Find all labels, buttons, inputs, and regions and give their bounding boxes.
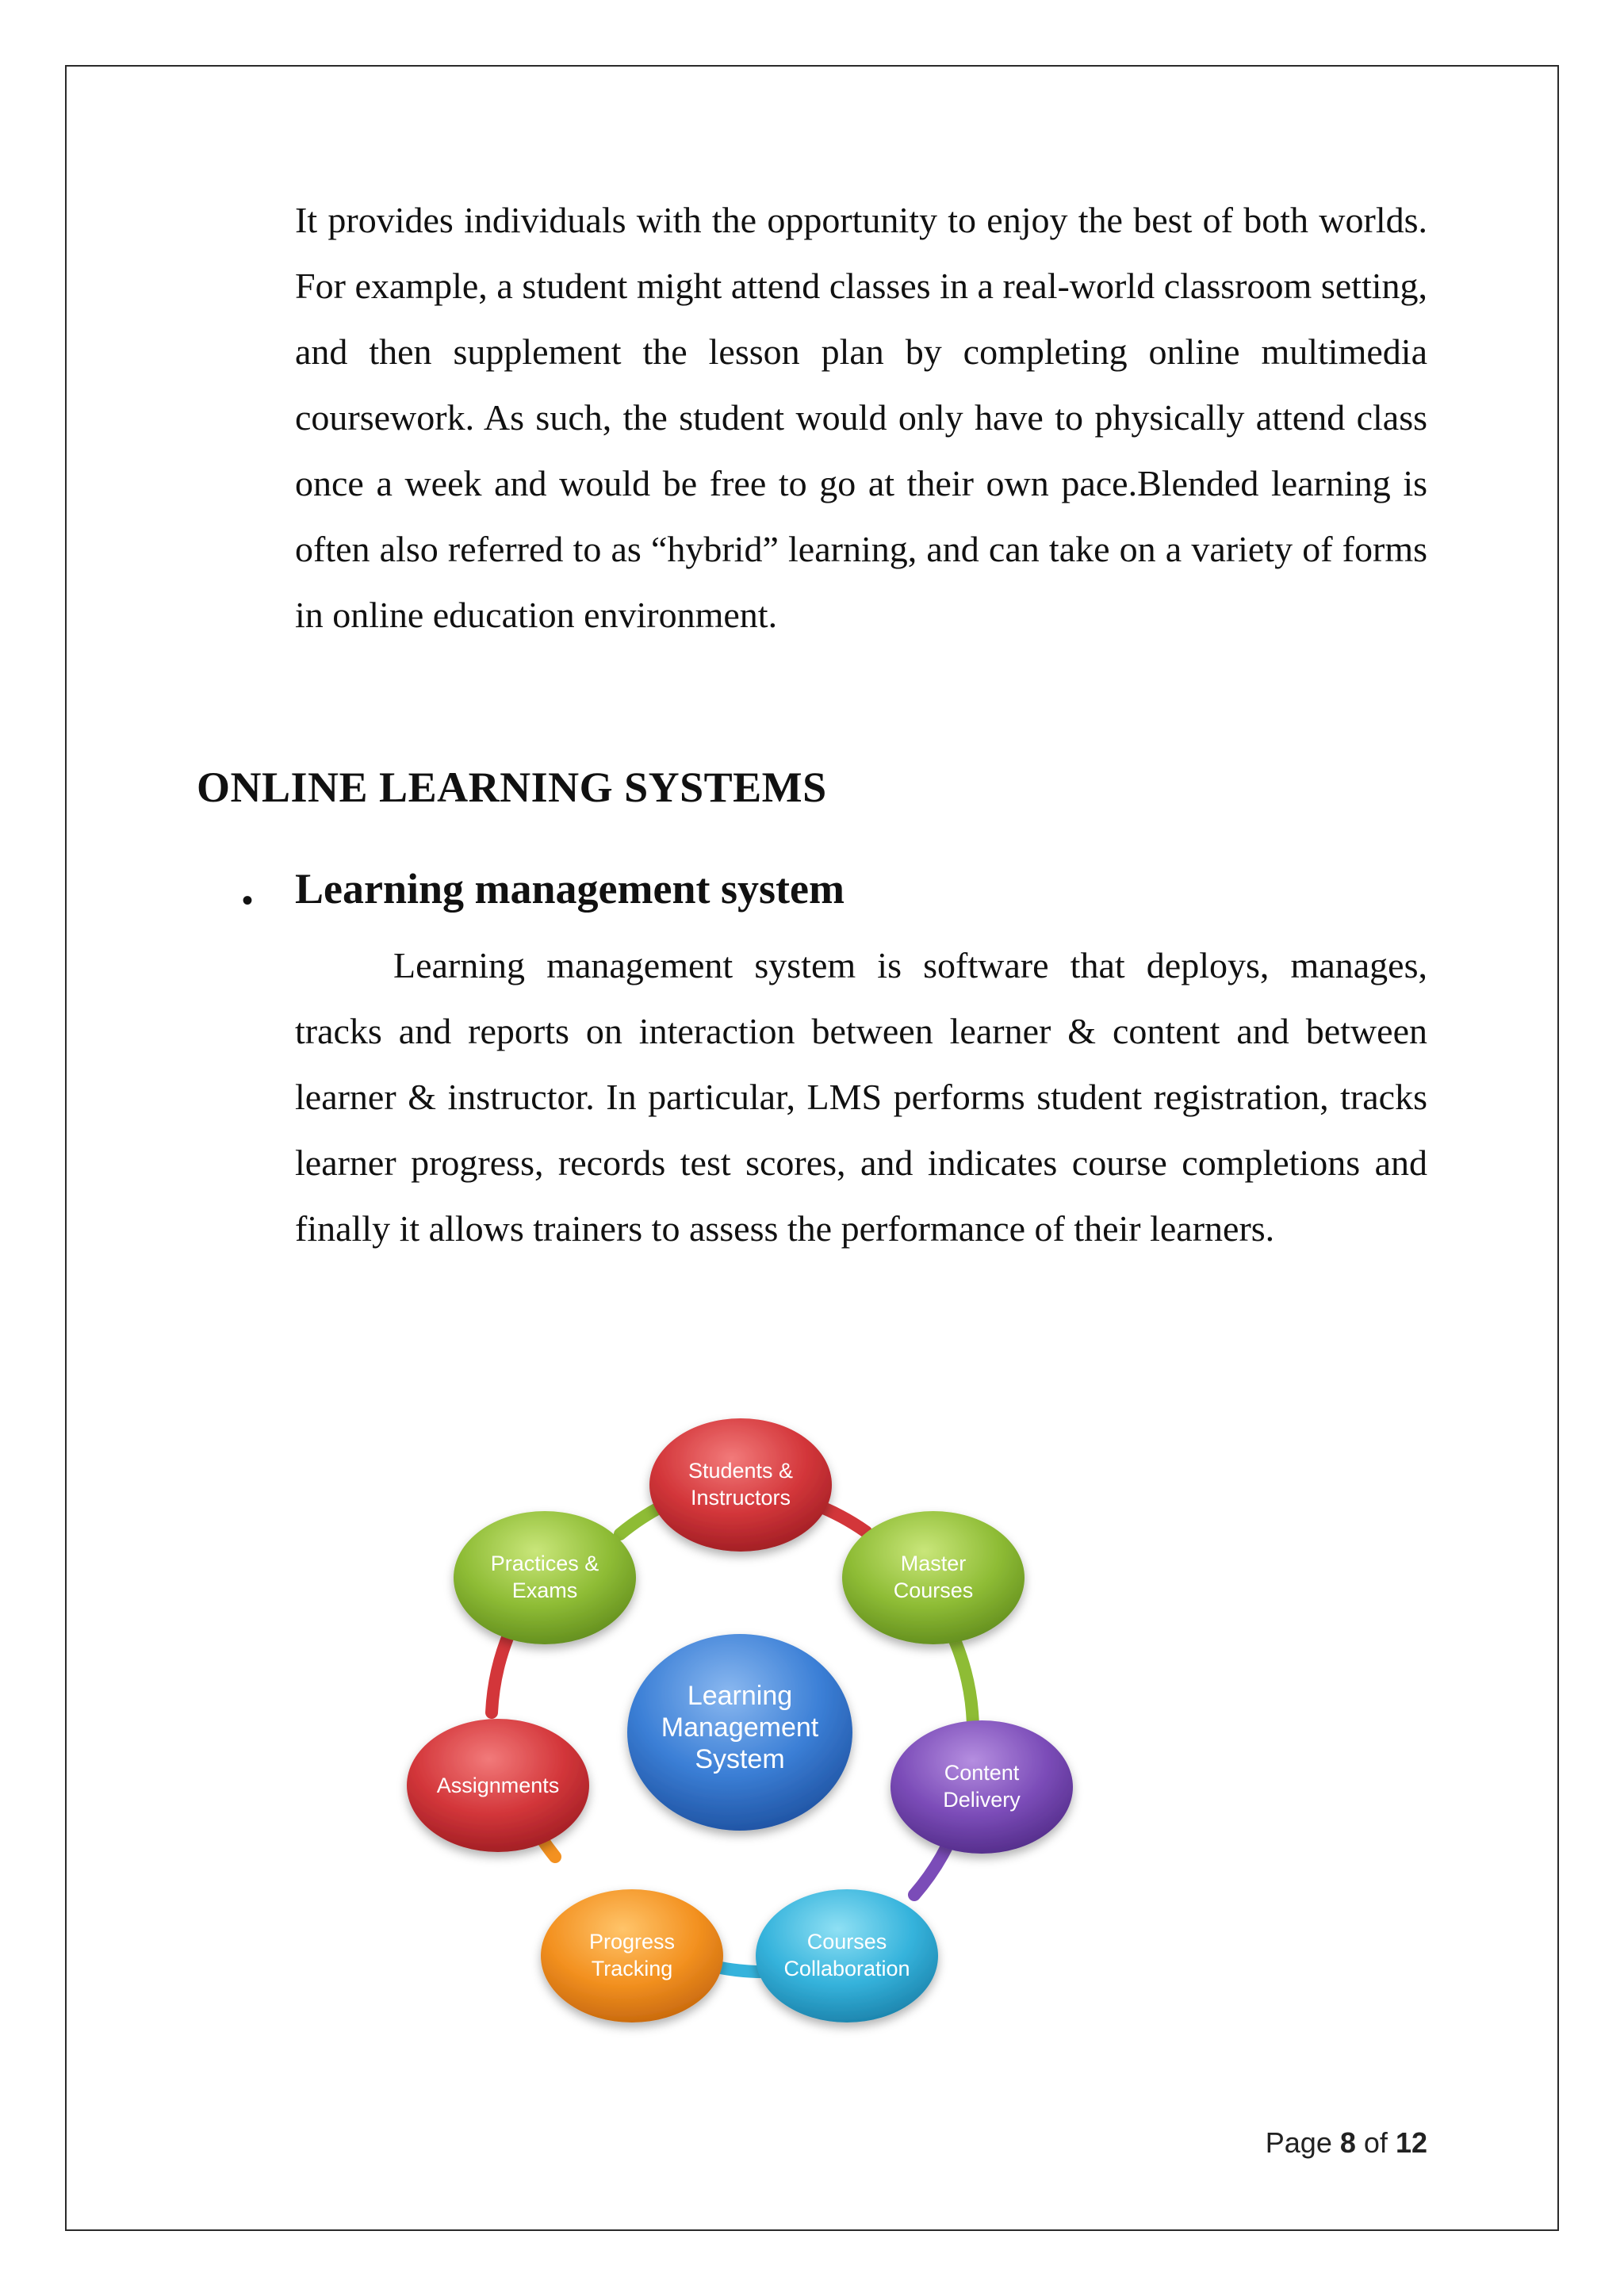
- page-footer: [1266, 2126, 1427, 2160]
- node-center-lms: [627, 1634, 852, 1831]
- footer-of-label: of: [1363, 2126, 1388, 2159]
- node-label: Exams: [511, 1578, 578, 1602]
- node-label: Tracking: [591, 1957, 673, 1980]
- node-content-delivery: [891, 1720, 1073, 1854]
- node-label: Progress: [588, 1930, 676, 1954]
- bullet-heading: Learning management system: [295, 865, 845, 913]
- node-assignments: [407, 1719, 589, 1852]
- node-progress-tracking: [541, 1889, 723, 2022]
- footer-page-label: Page: [1265, 2126, 1332, 2159]
- center-label: Management: [661, 1712, 819, 1743]
- node-label: Collaboration: [783, 1957, 910, 1980]
- node-label: Master: [900, 1552, 967, 1575]
- node-label: Content: [944, 1761, 1020, 1785]
- lms-paragraph-text: Learning management system is software that deploys, manages, tracks and reports on interaction between learner & content and between learner & instructor. In particular, LMS performs student registration, tracks learner progress, records test scores, and indicates course completions and finally it allows trainers to assess the performance of their learners.: [295, 945, 1427, 1249]
- node-courses-collaboration: [756, 1889, 938, 2022]
- center-label: System: [695, 1744, 785, 1774]
- center-label: Learning: [687, 1681, 793, 1711]
- node-label: Students &: [688, 1459, 794, 1483]
- node-label: Courses: [806, 1930, 887, 1954]
- footer-page-total: 12: [1395, 2126, 1427, 2159]
- node-students-instructors: [649, 1418, 832, 1552]
- bullet-dot-icon: •: [242, 882, 254, 918]
- lms-cycle-diagram: [389, 1395, 1102, 2038]
- node-label: Courses: [893, 1578, 974, 1602]
- node-label: Instructors: [690, 1486, 791, 1510]
- intro-paragraph: It provides individuals with the opportunity to enjoy the best of both worlds. For example, a student might attend classes in a real-world classroom setting, and then supplement the lesson plan by completing online multimedia coursework. As such, the student would only have to physically attend class once a week and would be free to go at their own pace.Blended learning is often also referred to as “hybrid” learning, and can take on a variety of forms in online education environment.: [295, 200, 1427, 635]
- node-master-courses: [842, 1511, 1025, 1644]
- node-label: Practices &: [490, 1552, 599, 1575]
- node-label: Assignments: [436, 1774, 560, 1797]
- section-title: ONLINE LEARNING SYSTEMS: [197, 763, 827, 811]
- footer-page-number: 8: [1339, 2126, 1356, 2159]
- node-label: Delivery: [943, 1788, 1021, 1812]
- lms-paragraph: [295, 932, 1427, 1261]
- node-practices-exams: [454, 1511, 636, 1644]
